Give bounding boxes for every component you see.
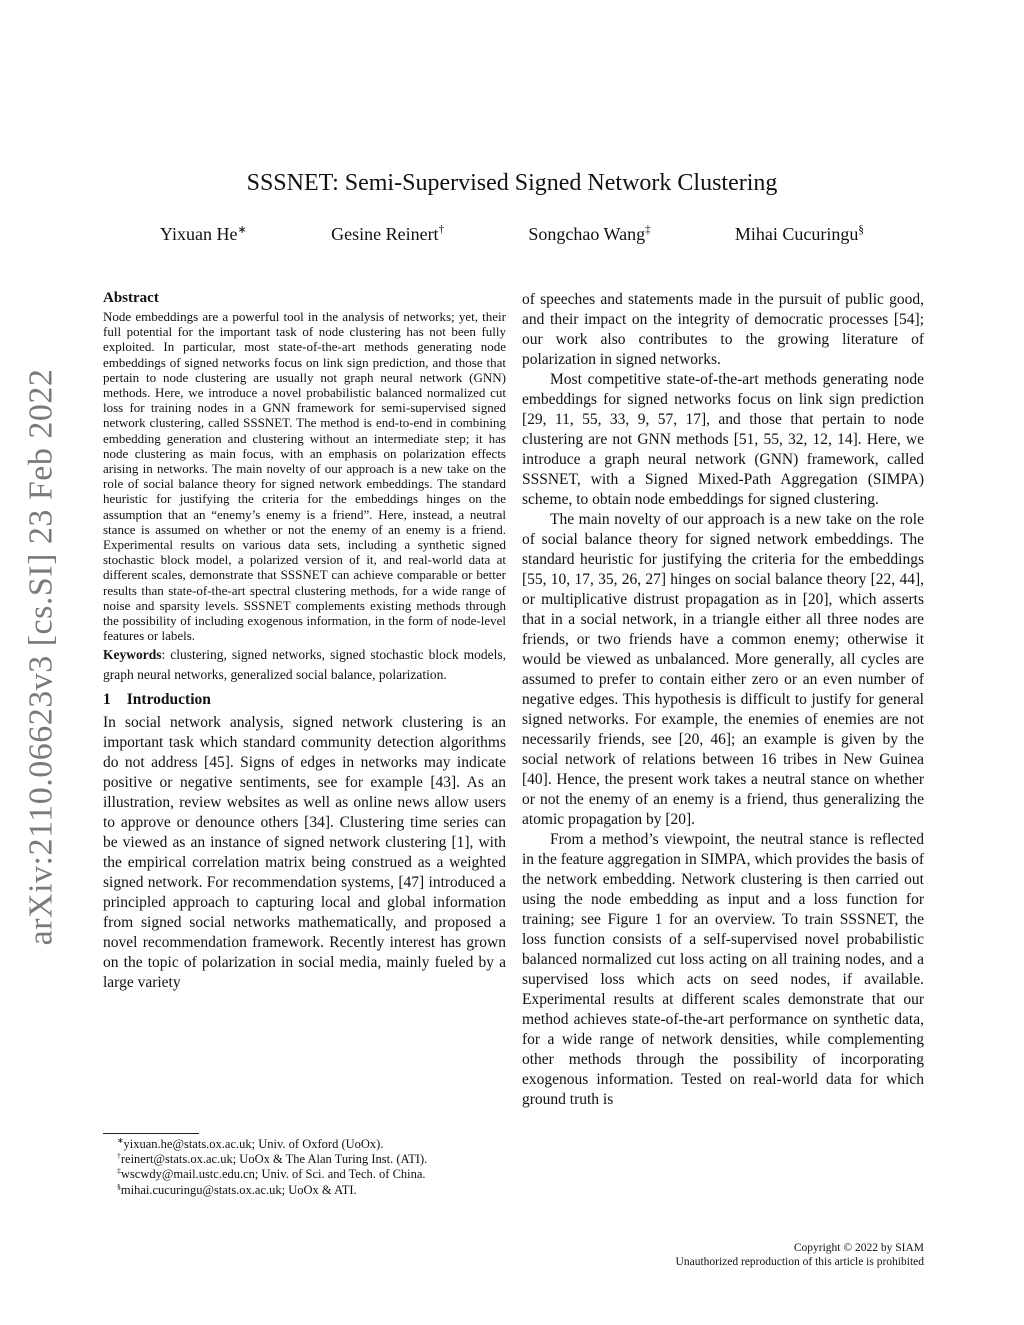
paper-title: SSSNET: Semi-Supervised Signed Network Clustering bbox=[246, 170, 778, 196]
keywords-label: Keywords bbox=[103, 647, 162, 663]
copyright-notice bbox=[676, 1241, 924, 1269]
footnote: §mihai.cucuringu@stats.ox.ac.uk; UoOx & ATI. bbox=[117, 1181, 357, 1197]
left-column bbox=[103, 290, 506, 993]
body-paragraph: The main novelty of our approach is a new take on the role of social balance theory for signed network embeddings. The standard heuristic for justifying the criteria for the embeddings [55, 10, 17, 35, 26, 27] hinges on social balance theory [22, 44], or multiplicative distrust propagation as in [20], which asserts that in a social network, in a triangle either all three nodes are friends, or two friends have a common enemy; otherwise it would be viewed as unbalanced. More generally, all cycles are assumed to prefer to contain either zero or an even number of negative edges. This hypothesis is difficult to justify for general signed networks. For example, the enemies of enemies are not necessarily friends, see [20, 46]; an example is given by the social network of relations between 16 tribes in New Guinea [40]. Hence, the present work takes a neutral stance on whether or not the enemy of an enemy is a friend, thus generalizing the atomic propagation by [20]. bbox=[522, 511, 924, 828]
reproduction-notice: Unauthorized reproduction of this article is prohibited bbox=[675, 1256, 924, 1268]
keywords bbox=[103, 645, 506, 685]
author: Songchao Wang‡ bbox=[528, 224, 651, 244]
section-heading bbox=[103, 691, 506, 709]
abstract-text: Node embeddings are a powerful tool in the analysis of networks; yet, their full potential for the important task of node clustering has not been fully exploited. In particular, most state-of-the-art methods generating node embeddings of signed networks focus on link sign prediction, and those that pertain to node clustering are usually not graph neural network (GNN) methods. Here, we introduce a novel probabilistic balanced normalized cut loss for training nodes in a GNN framework for semi-supervised signed network clustering, called SSSNET. The method is end-to-end in combining embedding generation and clustering without an intermediate step; it has node clustering as main focus, with an emphasis on polarization effects arising in networks. The main novelty of our approach is a new take on the role of social balance theory for signed network embeddings. The standard heuristic for justifying the criteria for the embeddings hinges on the assumption that an “enemy’s enemy is a friend”. Here, instead, a neutral stance is assumed on whether or not the enemy of an enemy is a friend. Experimental results on various data sets, including a synthetic signed stochastic block model, a polarized version of it, and real-world data at different scales, demonstrate that SSSNET can achieve comparable or better results than state-of-the-art spectral clustering methods, for a wide range of noise and sparsity levels. SSSNET complements existing methods through the possibility of including exogenous information, in the form of node-level features or labels. bbox=[103, 309, 506, 644]
body-paragraph: of speeches and statements made in the pursuit of public good, and their impact on the integrity of democratic processes [54]; our work also contributes to the growing literature of polarization in signed networks. bbox=[522, 291, 924, 368]
arxiv-stamp-text: arXiv:2110.06623v3 [cs.SI] 23 Feb 2022 bbox=[22, 368, 60, 946]
author: Yixuan He∗ bbox=[160, 224, 247, 244]
author: Mihai Cucuringu§ bbox=[734, 224, 864, 244]
section-title: Introduction bbox=[126, 691, 211, 709]
intro-paragraph: In social network analysis, signed network clustering is an important task which standard community detection algorithms do not address [45]. Signs of edges in networks may indicate positive or negative sentiments, see for example [43]. As an illustration, review websites as well as online news allow users to approve or denounce others [34]. Clustering time series can be viewed as an instance of signed network clustering [1], with the empirical correlation matrix being construed as a weighted signed network. For recommendation systems, [47] introduced a principled approach to capturing local and global information from signed social networks mathematically, and proposed a novel recommendation framework. Recently interest has grown on the topic of polarization in social media, mainly fueled by a large variety bbox=[103, 714, 506, 992]
footnote-rule bbox=[103, 1133, 199, 1134]
abstract-heading: Abstract bbox=[103, 290, 159, 306]
body-paragraph: Most competitive state-of-the-art methods generating node embeddings for signed networks focus on link sign prediction [29, 11, 55, 33, 9, 57, 17], and those that pertain to node clustering are not GNN methods [51, 55, 32, 12, 14]. Here, we introduce a graph neural network (GNN) framework, called SSSNET, with a Signed Mixed-Path Aggregation (SIMPA) scheme, to obtain node embeddings for signed clustering. bbox=[522, 371, 924, 508]
footnote: ∗yixuan.he@stats.ox.ac.uk; Univ. of Oxford (UoOx). bbox=[117, 1135, 384, 1151]
keywords-text: : clustering, signed networks, signed stochastic block models, graph neural networks, generalized social balance, polarization. bbox=[103, 647, 506, 683]
body-paragraph: From a method’s viewpoint, the neutral stance is reflected in the feature aggregation in SIMPA, which provides the basis of the network embedding. Network clustering is then carried out using the node embedding as input and a loss function for training; see Figure 1 for an overview. To train SSSNET, the loss function consists of a self-supervised novel probabilistic balanced normalized cut loss acting on all training nodes, and a supervised loss which acts on seed nodes, if available. Experimental results at different scales demonstrate that our method achieves state-of-the-art performance on synthetic data, for a wide range of network densities, while complementing other methods through the possibility of incorporating exogenous information. Tested on real-world data for which ground truth is bbox=[522, 831, 924, 1108]
footnotes bbox=[103, 1137, 513, 1198]
author: Gesine Reinert† bbox=[331, 224, 445, 244]
author-list bbox=[160, 224, 864, 245]
arxiv-stamp bbox=[15, 368, 67, 946]
section-number: 1 bbox=[103, 691, 111, 709]
footnote: ‡wscwdy@mail.ustc.edu.cn; Univ. of Sci. and Tech. of China. bbox=[117, 1166, 426, 1182]
footnote: †reinert@stats.ox.ac.uk; UoOx & The Alan Turing Inst. (ATI). bbox=[117, 1151, 428, 1167]
copyright-line: Copyright © 2022 by SIAM bbox=[793, 1242, 924, 1254]
right-column bbox=[522, 290, 924, 1110]
